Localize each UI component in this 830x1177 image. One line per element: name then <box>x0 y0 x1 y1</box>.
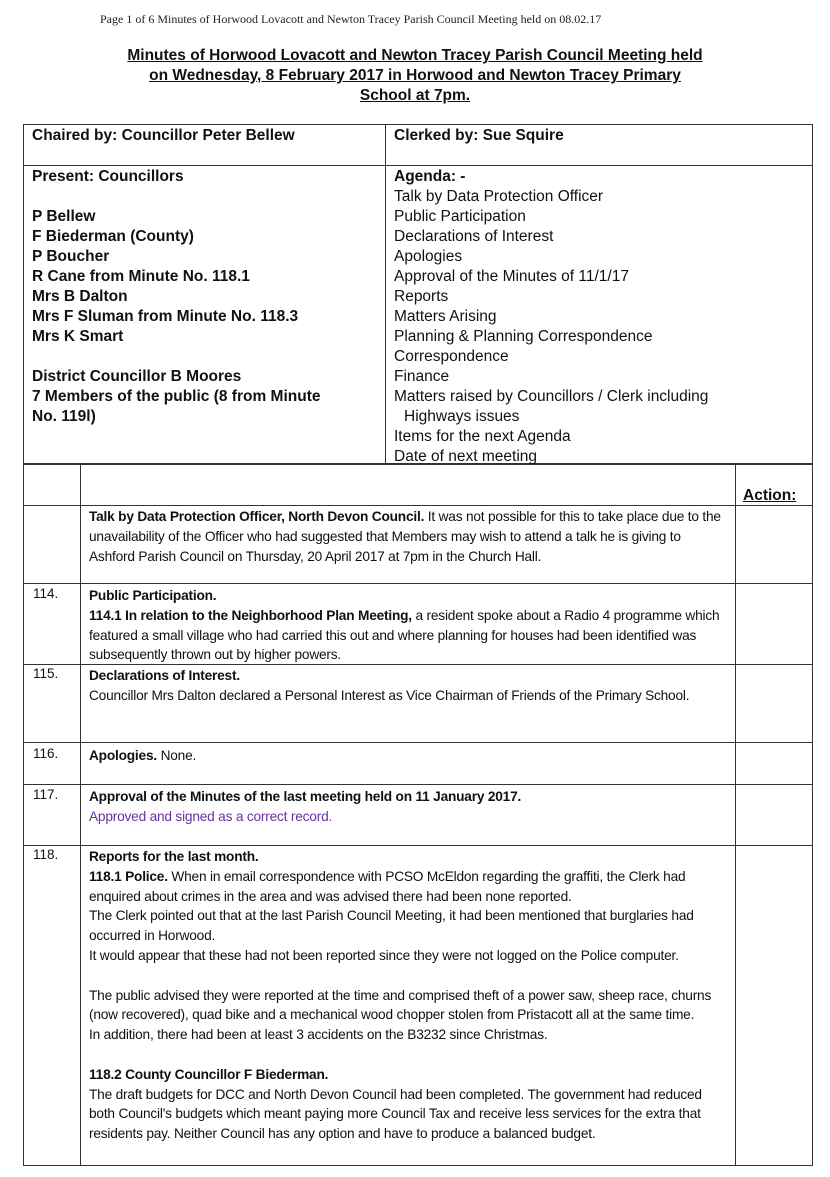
action-column-header: Action: <box>743 487 797 504</box>
councillor-item: Mrs B Dalton <box>32 288 128 305</box>
minute-118-1-heading: 118.1 Police. <box>89 868 168 884</box>
councillor-item: Mrs F Sluman from Minute No. 118.3 <box>32 308 299 325</box>
title-line-3: School at 7pm. <box>359 87 471 104</box>
agenda-item: Items for the next Agenda <box>394 428 571 445</box>
chaired-by: Chaired by: Councillor Peter Bellew <box>32 127 295 144</box>
page-header: Page 1 of 6 Minutes of Horwood Lovacott and Newton Tracey Parish Council Meeting held on 08.02.17 <box>100 12 602 26</box>
agenda-item: Approval of the Minutes of 11/1/17 <box>394 268 629 285</box>
present-section <box>32 167 377 427</box>
agenda-list <box>394 187 804 467</box>
present-heading: Present: Councillors <box>32 168 184 185</box>
minute-115-text: Councillor Mrs Dalton declared a Personal Interest as Vice Chairman of Friends of the Primary School. <box>89 687 690 703</box>
minute-114 <box>89 586 729 665</box>
minute-118-2-text: The draft budgets for DCC and North Devon Council had been completed. The government had reduced both Council's budgets which meant paying more Council Tax and receive less services for the extra that residents pay. Neither Council has any option and have to produce a balanced budget. <box>89 1086 702 1142</box>
councillor-item: P Bellew <box>32 208 96 225</box>
minute-118-paragraph: It would appear that these had not been reported since they were not logged on the Police computer. <box>89 947 679 963</box>
minute-117-heading: Approval of the Minutes of the last meeting held on 11 January 2017. <box>89 789 522 804</box>
agenda-item: Public Participation <box>394 208 526 225</box>
minute-114-1-heading: 114.1 In relation to the Neighborhood Plan Meeting, <box>89 607 412 623</box>
councillor-item: F Biederman (County) <box>32 228 194 245</box>
minute-114-heading: Public Participation. <box>89 588 217 603</box>
councillor-item: P Boucher <box>32 248 110 265</box>
minute-117-text: Approved and signed as a correct record. <box>89 808 333 824</box>
present-councillors-list <box>32 207 377 347</box>
minute-116-text: None. <box>156 748 197 763</box>
minute-118-1-text: When in email correspondence with PCSO McEldon regarding the graffiti, the Clerk had enquired about crimes in the area and was advised there had been none reported. <box>89 868 686 904</box>
page-title <box>60 46 770 106</box>
minute-118-2-heading: 118.2 County Councillor F Biederman. <box>89 1066 329 1082</box>
clerked-by: Clerked by: Sue Squire <box>394 127 564 144</box>
agenda-item: Talk by Data Protection Officer <box>394 188 604 205</box>
minute-117 <box>89 787 729 827</box>
councillor-item: Mrs K Smart <box>32 328 124 345</box>
agenda-item: Planning & Planning Correspondence <box>394 328 653 345</box>
agenda-section <box>394 167 804 467</box>
minute-number: 115. <box>33 666 59 681</box>
agenda-item: Finance <box>394 368 450 385</box>
minute-number: 117. <box>33 787 59 802</box>
minute-talk-text: It was not possible for this to take place due to the unavailability of the Officer who had suggested that Members may wish to attend a talk he is giving to Ashford Parish Council on Thursday, 20 April 2017 at 7pm in the Church Hall. <box>89 509 721 564</box>
minutes-num-col-line <box>80 464 81 1166</box>
minute-talk <box>89 507 729 566</box>
minutes-row-line <box>23 784 813 785</box>
minute-115-heading: Declarations of Interest. <box>89 668 240 683</box>
minute-number: 116. <box>33 746 59 761</box>
minute-118-paragraph: In addition, there had been at least 3 accidents on the B3232 since Christmas. <box>89 1027 548 1043</box>
minutes-row-line <box>23 583 813 584</box>
agenda-item: Reports <box>394 288 449 305</box>
agenda-item: Matters raised by Councillors / Clerk including <box>394 388 709 405</box>
agenda-item: Declarations of Interest <box>394 228 554 245</box>
minute-118-paragraph: The public advised they were reported at the time and comprised theft of a power saw, sheep race, churns (now recovered), quad bike and a mechanical wood chopper stolen from Pristacott all at the same time. <box>89 987 712 1023</box>
agenda-item: Matters Arising <box>394 308 497 325</box>
minute-114-1-text: a resident spoke about a Radio 4 programme which featured a small village who had carried this out and where planning for houses had been identified was subsequently thrown out by higher powers. <box>89 607 720 663</box>
minute-118-heading: Reports for the last month. <box>89 849 259 864</box>
agenda-item: Highways issues <box>404 408 520 425</box>
minute-number: 114. <box>33 586 59 601</box>
minutes-row-line <box>23 742 813 743</box>
minute-118 <box>89 847 729 1144</box>
minute-number: 118. <box>33 847 59 862</box>
members-of-public-line-2: No. 119l) <box>32 408 96 425</box>
agenda-item: Correspondence <box>394 348 509 365</box>
minute-118-paragraph: The Clerk pointed out that at the last Parish Council Meeting, it had been mentioned that burglaries had occurred in Horwood. <box>89 908 694 944</box>
minutes-action-col-line <box>735 464 736 1166</box>
header-table-divider <box>385 124 386 464</box>
agenda-item: Date of next meeting <box>394 448 538 465</box>
title-line-2: on Wednesday, 8 February 2017 in Horwood and Newton Tracey Primary <box>149 67 681 84</box>
agenda-item: Apologies <box>394 248 463 265</box>
councillor-item: R Cane from Minute No. 118.1 <box>32 268 250 285</box>
district-councillor: District Councillor B Moores <box>32 368 242 385</box>
agenda-heading: Agenda: - <box>394 168 466 185</box>
minute-115 <box>89 666 729 706</box>
minute-talk-heading: Talk by Data Protection Officer, North Devon Council. <box>89 509 425 524</box>
minute-116-heading: Apologies. <box>89 748 157 763</box>
minute-116 <box>89 746 729 766</box>
members-of-public-line-1: 7 Members of the public (8 from Minute <box>32 388 321 405</box>
title-line-1: Minutes of Horwood Lovacott and Newton Tracey Parish Council Meeting held <box>127 47 703 64</box>
